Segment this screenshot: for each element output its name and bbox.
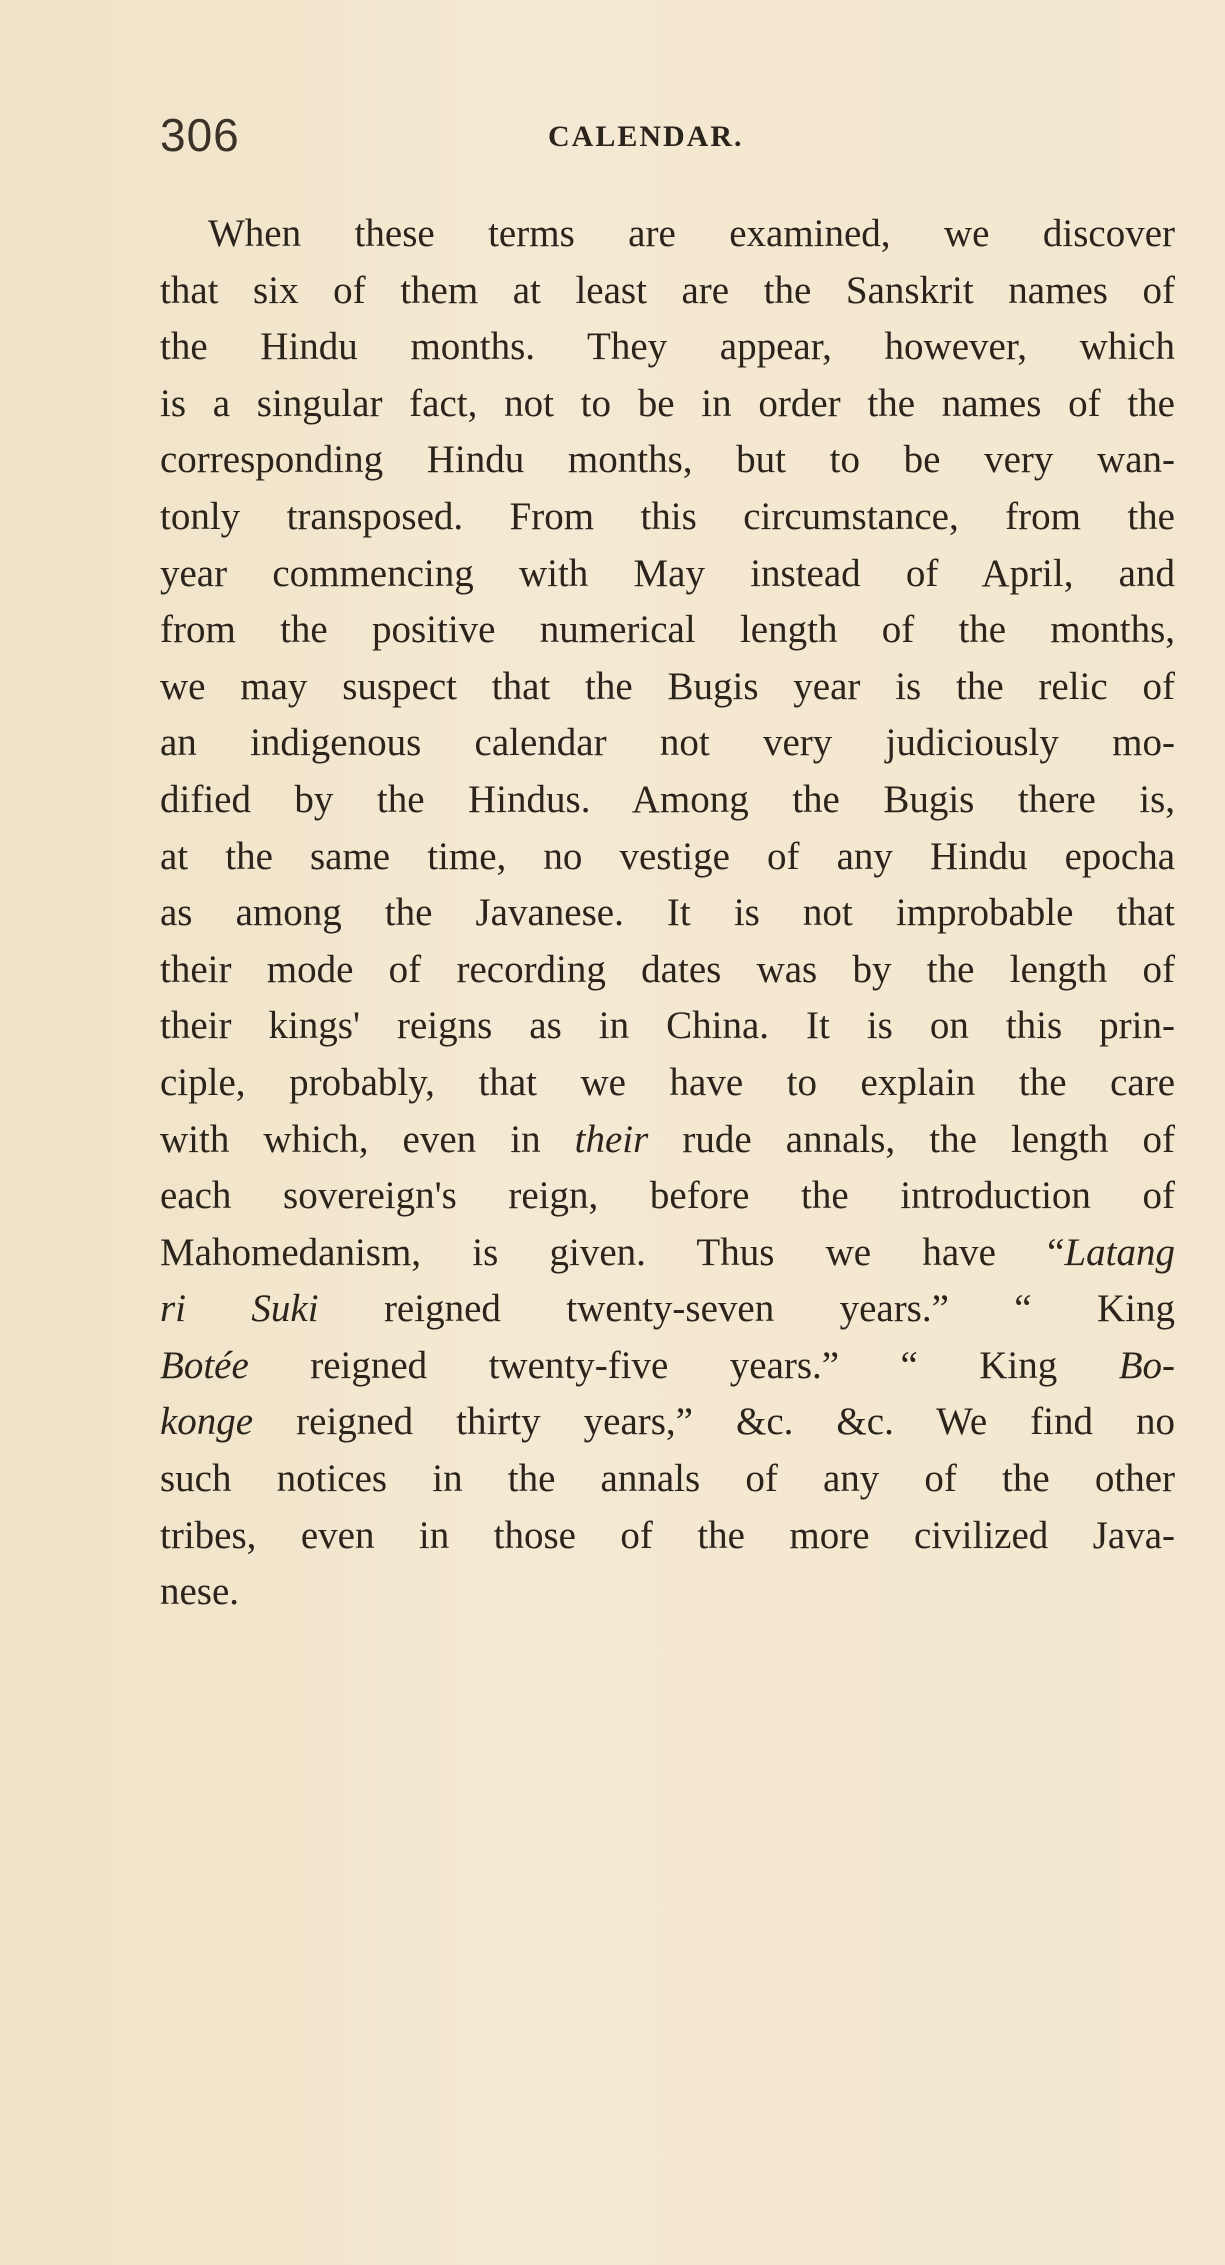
- text-line: tribes, even in those of the more civilized Java-: [160, 1513, 1175, 1557]
- text-line: ciple, probably, that we have to explain the care: [160, 1060, 1175, 1104]
- text-run: reigned twenty-seven years.” “ King: [383, 1287, 1175, 1331]
- text-line: such notices in the annals of any of the other: [160, 1457, 1175, 1501]
- text-line: their kings' reigns as in China. It is on this prin-: [160, 1004, 1175, 1048]
- italic-word: their: [574, 1117, 649, 1161]
- text-line: nese.: [160, 1570, 240, 1614]
- text-line: dified by the Hindus. Among the Bugis there is,: [160, 777, 1175, 821]
- text-line: as among the Javanese. It is not improbable that: [160, 891, 1175, 935]
- italic-name: ri Suki: [160, 1287, 319, 1331]
- text-line: their mode of recording dates was by the length of: [160, 947, 1175, 991]
- text-line: [160, 1338, 1175, 1395]
- text-line: When these terms are examined, we discover: [208, 212, 1175, 255]
- page-header: [160, 108, 1160, 168]
- italic-name: Latang: [1064, 1230, 1175, 1274]
- text-run: reigned twenty-five years.” “ King: [310, 1343, 1058, 1387]
- text-line: tonly transposed. From this circumstance, from the: [160, 494, 1175, 538]
- text-line: that six of them at least are the Sanskrit names of: [160, 268, 1175, 312]
- italic-name: Botée: [160, 1343, 249, 1387]
- text-run: with which, even in: [160, 1117, 541, 1161]
- text-run: rude annals, the length of: [682, 1117, 1175, 1161]
- running-head: CALENDAR.: [548, 120, 744, 153]
- text-line: the Hindu months. They appear, however, which: [160, 325, 1175, 369]
- text-line: we may suspect that the Bugis year is the relic of: [160, 664, 1175, 708]
- italic-name: konge: [160, 1400, 254, 1444]
- text-line: at the same time, no vestige of any Hindu epocha: [160, 834, 1175, 878]
- text-line: is a singular fact, not to be in order the names of the: [160, 381, 1175, 425]
- text-line: [160, 1281, 1175, 1338]
- text-line: an indigenous calendar not very judiciously mo-: [160, 721, 1175, 765]
- text-line: year commencing with May instead of April, and: [160, 551, 1175, 595]
- page-number: 306: [160, 109, 240, 161]
- text-line: [160, 1394, 1175, 1451]
- text-line: from the positive numerical length of the months,: [160, 608, 1175, 652]
- italic-name: Bo-: [1118, 1343, 1175, 1387]
- body-paragraph: [160, 206, 1175, 1621]
- text-line: [160, 1225, 1175, 1282]
- text-line: [160, 1112, 1175, 1169]
- text-line: each sovereign's reign, before the introduction of: [160, 1174, 1175, 1218]
- text-line: corresponding Hindu months, but to be very wan-: [160, 438, 1175, 482]
- text-run: reigned thirty years,” &c. &c. We find no: [296, 1400, 1176, 1444]
- text-run: Mahomedanism, is given. Thus we have “: [160, 1230, 1065, 1274]
